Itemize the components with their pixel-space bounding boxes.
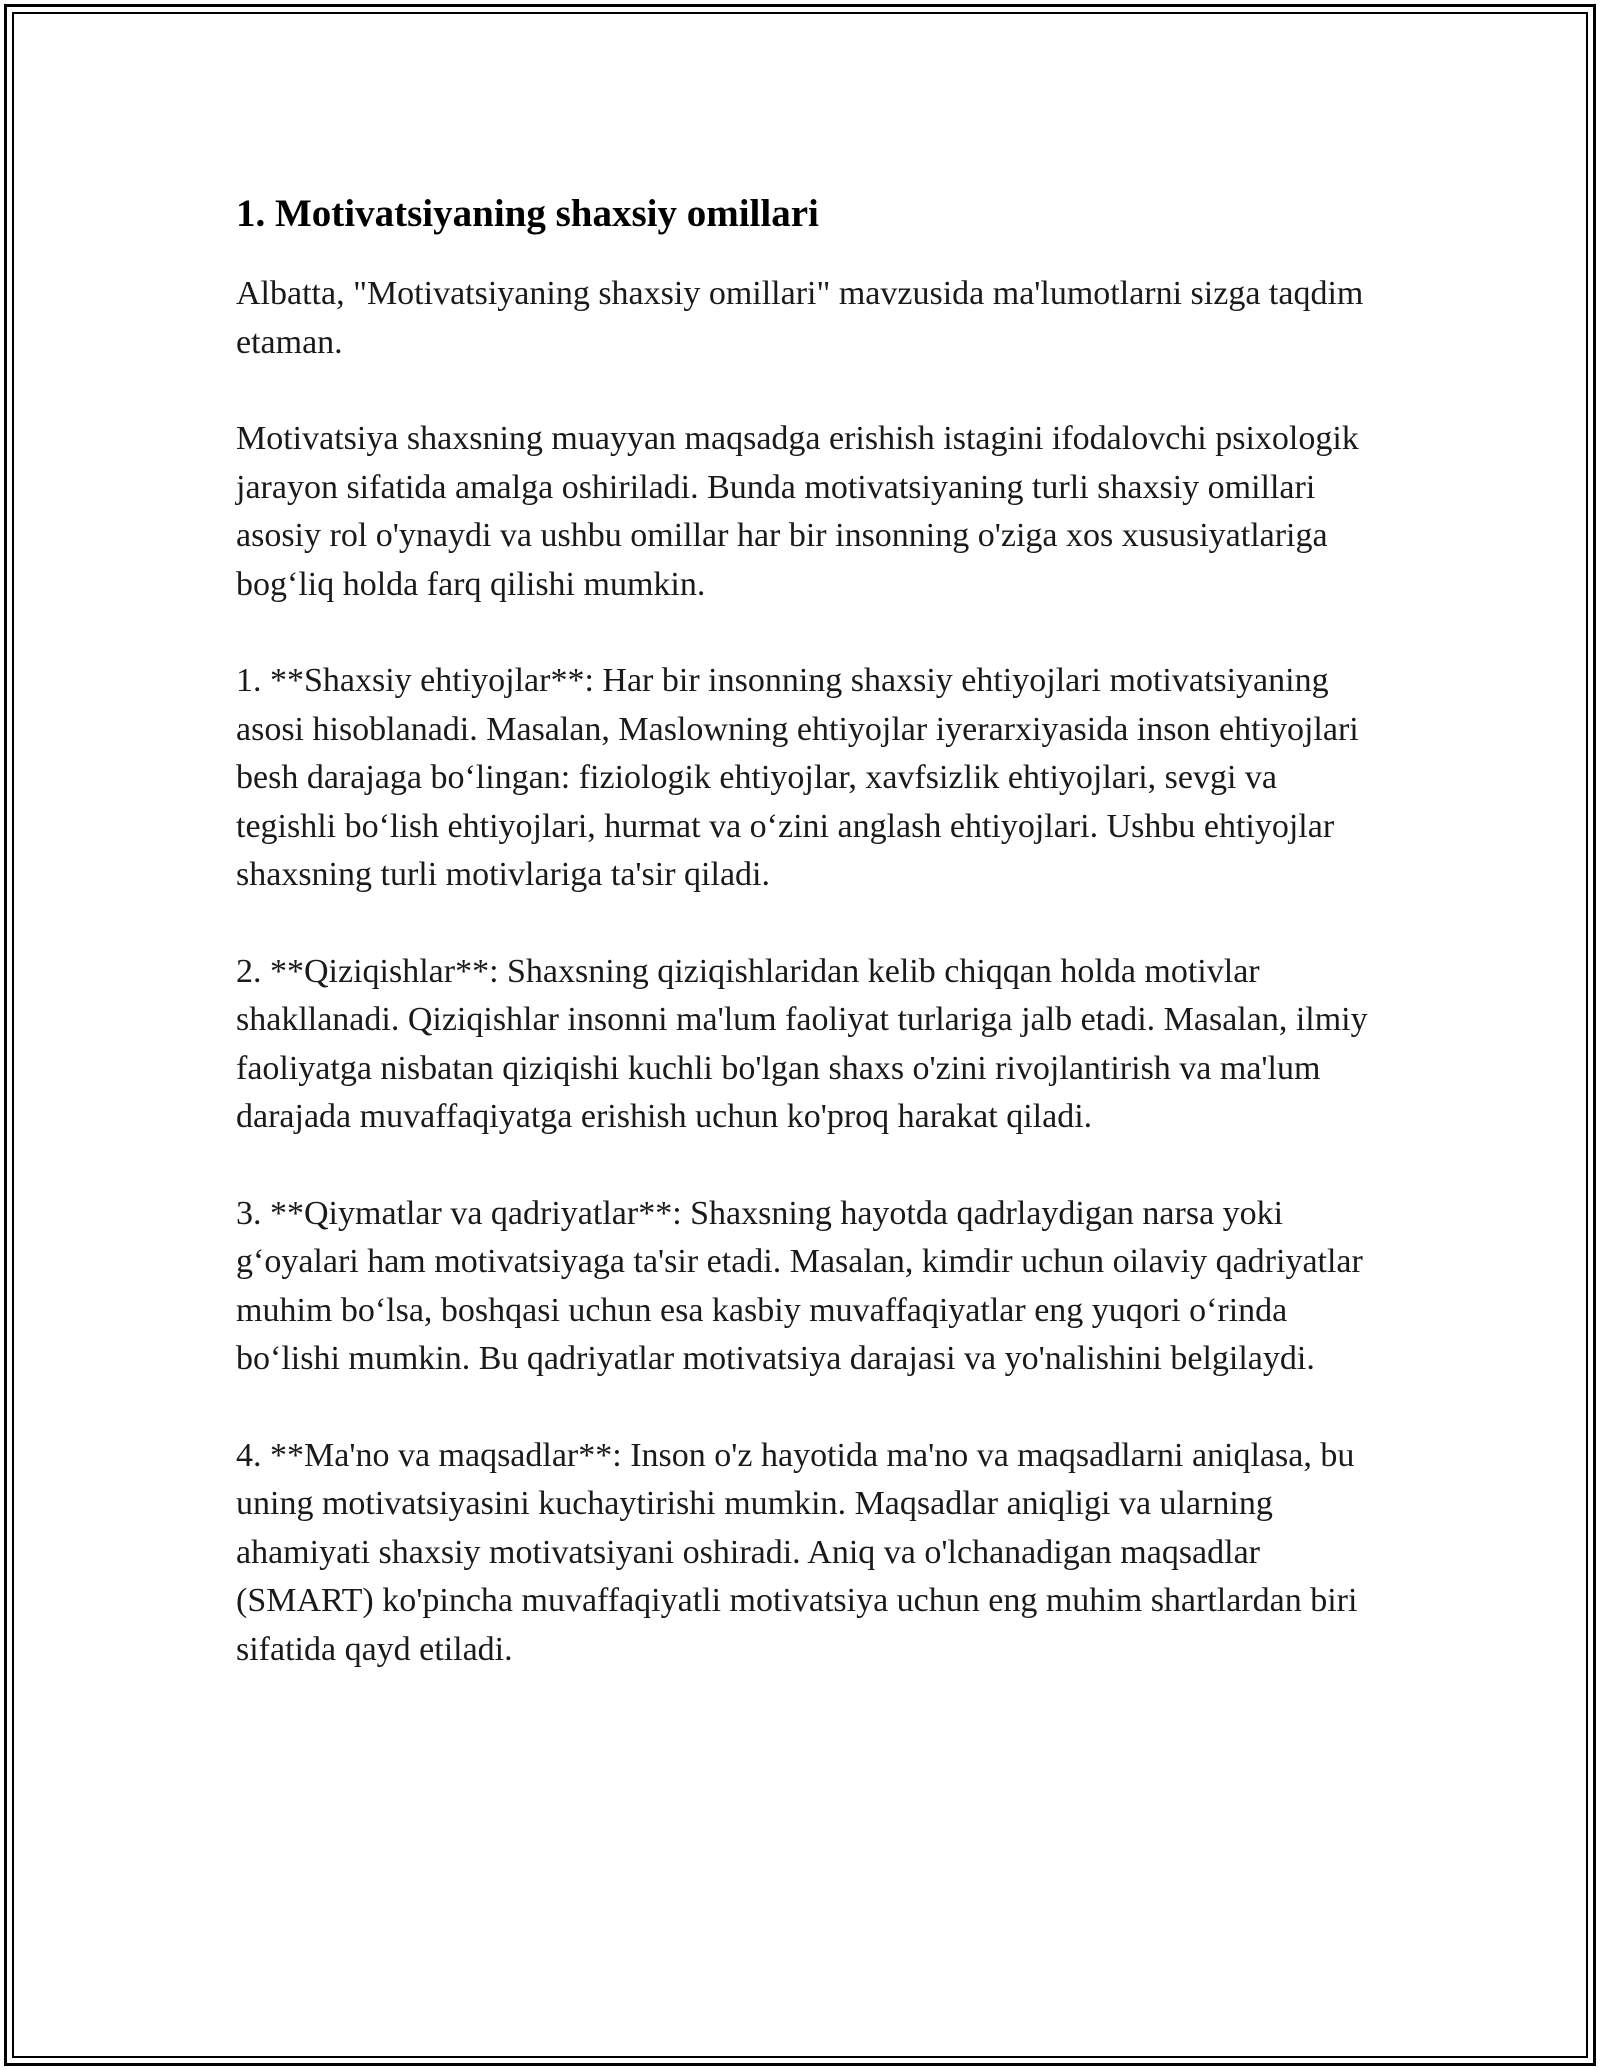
factor-paragraph-goals: 4. **Ma'no va maqsadlar**: Inson o'z hayotida ma'no va maqsadlarni aniqlasa, bu uning motivatsiyasini kuchaytirishi mumkin. Maqsadlar aniqligi va ularning ahamiyati shaxsiy motivatsiyani oshiradi. Aniq va o'lchanadigan maqsadlar (SMART) ko'pincha muvaffaqiyatli motivatsiya uchun eng muhim shartlardan biri sifatida qayd etiladi. xyxy=(236,1436,1358,1668)
document-title: 1. Motivatsiyaning shaxsiy omillari xyxy=(236,192,819,235)
definition-paragraph: Motivatsiya shaxsning muayyan maqsadga erishish istagini ifodalovchi psixologik jarayon sifatida amalga oshiriladi. Bunda motivatsiyaning turli shaxsiy omillari asosiy rol o'ynaydi va ushbu omillar har bir insonning o'ziga xos xususiyatlariga bog‘liq holda farq qilishi mumkin. xyxy=(236,420,1359,603)
intro-paragraph: Albatta, "Motivatsiyaning shaxsiy omillari" mavzusida ma'lumotlarni sizga taqdim etaman. xyxy=(236,275,1364,361)
factor-paragraph-interests: 2. **Qiziqishlar**: Shaxsning qiziqishlaridan kelib chiqqan holda motivlar shakllanadi. Qiziqishlar insonni ma'lum faoliyat turlariga jalb etadi. Masalan, ilmiy faoliyatga nisbatan qiziqishi kuchli bo'lgan shaxs o'zini rivojlantirish va ma'lum darajada muvaffaqiyatga erishish uchun ko'proq harakat qiladi. xyxy=(236,952,1368,1135)
factor-paragraph-needs: 1. **Shaxsiy ehtiyojlar**: Har bir insonning shaxsiy ehtiyojlari motivatsiyaning asosi hisoblanadi. Masalan, Maslowning ehtiyojlar iyerarxiyasida inson ehtiyojlari besh darajaga bo‘lingan: fiziologik ehtiyojlar, xavfsizlik ehtiyojlari, sevgi va tegishli bo‘lish ehtiyojlari, hurmat va o‘zini anglash ehtiyojlari. Ushbu ehtiyojlar shaxsning turli motivlariga ta'sir qiladi. xyxy=(236,662,1359,893)
document-body xyxy=(236,186,1376,1722)
factor-paragraph-values: 3. **Qiymatlar va qadriyatlar**: Shaxsning hayotda qadrlaydigan narsa yoki g‘oyalari ham motivatsiyaga ta'sir etadi. Masalan, kimdir uchun oilaviy qadriyatlar muhim bo‘lsa, boshqasi uchun esa kasbiy muvaffaqiyatlar eng yuqori o‘rinda bo‘lishi mumkin. Bu qadriyatlar motivatsiya darajasi va yo'nalishini belgilaydi. xyxy=(236,1194,1363,1377)
